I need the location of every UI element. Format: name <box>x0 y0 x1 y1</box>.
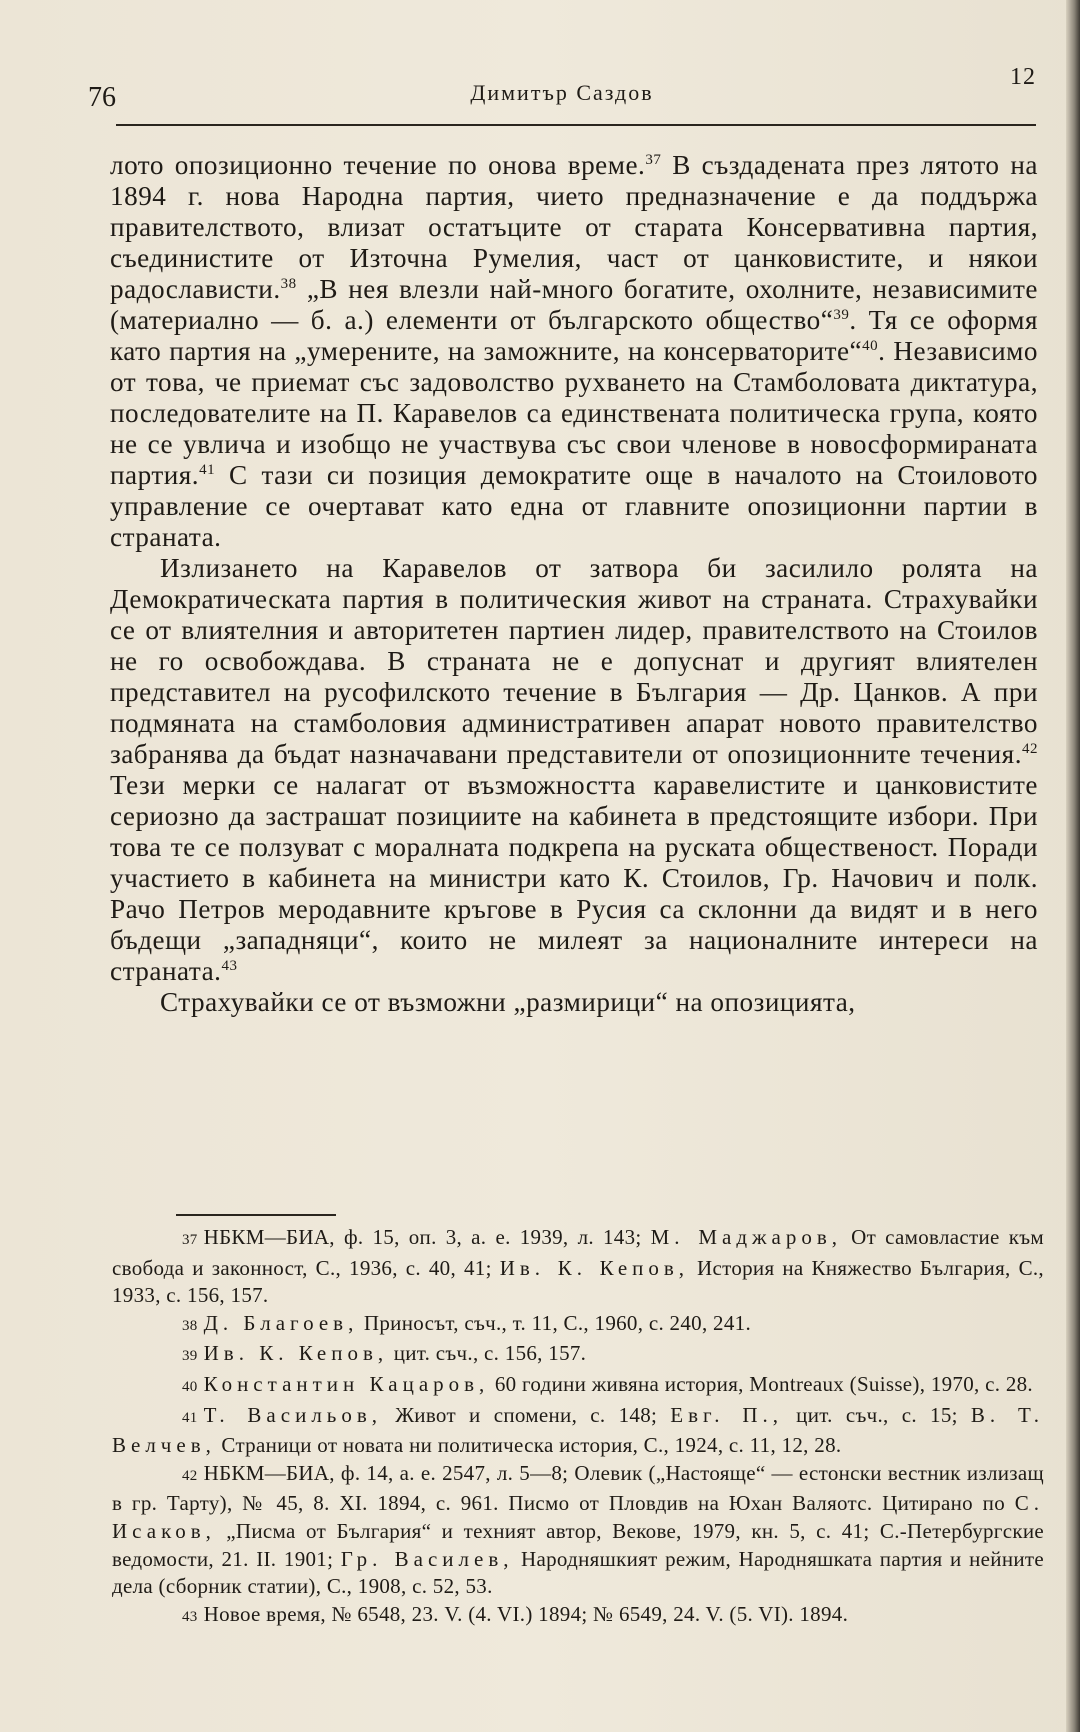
author-name: Константин Кацаров, <box>203 1371 490 1396</box>
author-name: С. Исаков, <box>112 1491 1044 1543</box>
paragraph-3: Страхувайки се от възможни „размирици“ на опозицията, <box>160 987 856 1017</box>
footnote-rule <box>176 1214 336 1216</box>
text-run: Живот и спомени, с. 148; <box>382 1402 671 1427</box>
text-run: цит. съч., с. 15; <box>783 1402 971 1427</box>
footnote-number: 38 <box>182 1317 198 1334</box>
footnote-37 <box>112 1224 1044 1310</box>
text-run: 60 години живяна история, Montreaux (Suisse), 1970, с. 28. <box>489 1371 1033 1396</box>
author-name: Евг. П., <box>670 1402 784 1427</box>
footnote-ref-42: 42 <box>1022 740 1038 757</box>
text-run: Страници от новата ни политическа история, С., 1924, с. 11, 12, 28. <box>215 1433 842 1458</box>
paragraph-1 <box>110 150 1038 553</box>
author-name: Гр. Василев, <box>340 1546 514 1571</box>
footnote-42 <box>112 1460 1044 1601</box>
footnote-40 <box>112 1371 1044 1402</box>
footnote-ref-37: 37 <box>645 151 662 168</box>
footnote-41 <box>112 1402 1044 1460</box>
running-head-author: Димитър Саздов <box>470 80 654 105</box>
text-run: Излизането на Каравелов от затвора би засилило ролята на Демократическата партия в политическия живот на страната. Страхувайки се от влиятелния и авторитетен партиен лидер, правителството на Стоилов не го освобождава. В страната не е допуснат и другият влиятелен представител на русофилското течение в България — Др. Цанков. А при подмяната на стамболовия административен апарат новото правителство забранява да бъдат назначавани представители от опозиционните течения. <box>110 553 1038 769</box>
text-run: Народняшкият режим, Народняшката партия и нейните дела (сборник статии), С., 1908, с. 52, 53. <box>112 1546 1044 1599</box>
text-run: Новое время, № 6548, 23. V. (4. VI.) 1894; № 6549, 24. V. (5. VI). 1894. <box>203 1601 849 1626</box>
corner-number: 12 <box>1010 64 1036 90</box>
footnote-ref-40: 40 <box>862 337 879 354</box>
header-rule <box>116 124 1036 126</box>
author-name: В. Т. Велчев, <box>112 1402 1044 1458</box>
text-run: . Тя се оформя като партия на „умерените, на заможните, на консерваторите“ <box>110 305 1038 366</box>
footnote-ref-43: 43 <box>221 957 238 974</box>
page-binding-edge <box>1066 0 1080 1732</box>
text-run: „Писма от България“ и техният автор, Векове, 1979, кн. 5, с. 41; С.-Петербургские ведомости, 21. II. 1901; <box>112 1518 1044 1571</box>
text-run: . Независимо от това, че приемат със задоволство рухването на Стамболовата диктатура, последователите на П. Каравелов са единствената политическа група, която не се увлича и изобщо не участвува със свои членове в новосформираната партия. <box>110 336 1038 490</box>
author-name: М. Маджаров, <box>650 1225 843 1249</box>
page-header <box>88 76 1036 120</box>
footnote-38 <box>112 1310 1044 1341</box>
text-run: От самовластие към свобода и законност, С., 1936, с. 40, 41; <box>112 1225 1044 1280</box>
author-name: Ив. К. Кепов, <box>203 1341 389 1366</box>
footnote-number: 42 <box>182 1467 198 1484</box>
text-run: В създадената през лятото на 1894 г. нова Народна партия, чието предназначение е да поддържа правителството, влизат остатъците от старата Консервативна партия, съединистите от Източна Румелия, част от цанковистите, и някои радослависти. <box>110 150 1038 304</box>
author-name: Т. Васильов, <box>203 1402 383 1427</box>
text-run: НБКМ—БИА, ф. 14, а. е. 2547, л. 5—8; Олевик („Настояще“ — естонски вестник излизащ в гр. Тарту), № 45, 8. XI. 1894, с. 961. Писмо от Пловдив на Юхан Валяотс. Цитирано по <box>112 1460 1044 1516</box>
text-run: цит. съч., с. 156, 157. <box>388 1341 587 1366</box>
text-run: Приносът, съч., т. 11, С., 1960, с. 240, 241. <box>358 1310 751 1335</box>
footnote-ref-41: 41 <box>199 461 216 478</box>
footnote-number: 43 <box>182 1608 198 1625</box>
text-run: Тези мерки се налагат от възможността каравелистите и цанковистите сериозно да застрашат позициите на кабинета в предстоящите избори. При това те се ползуват с моралната подкрепа на руската общественост. Поради участието в кабинета на министри като К. Стоилов, Гр. Начович и полк. Рачо Петров меродавните кръгове в Русия са склонни да видят и в него бъдещи „западняци“, които не милеят за националните интереси на страната. <box>110 770 1038 986</box>
footnote-number: 41 <box>182 1409 198 1426</box>
footnote-number: 37 <box>182 1232 198 1248</box>
author-name: Д. Благоев, <box>203 1310 359 1335</box>
body-text <box>110 150 1038 1018</box>
footnote-number: 39 <box>182 1348 198 1365</box>
footnotes <box>112 1224 1044 1631</box>
footnote-39 <box>112 1340 1044 1371</box>
paragraph-2 <box>110 553 1038 987</box>
footnote-ref-38: 38 <box>280 275 297 292</box>
text-run: лото опозиционно течение по онова време. <box>110 150 646 180</box>
text-run: С тази си позиция демократите още в началото на Стоиловото управление се очертават като една от главните опозиционни партии в страната. <box>110 460 1038 552</box>
footnote-ref-39: 39 <box>833 306 850 323</box>
footnote-number: 40 <box>182 1378 198 1395</box>
author-name: Ив. К. Кепов, <box>499 1255 690 1280</box>
text-run: НБКМ—БИА, ф. 15, оп. 3, а. е. 1939, л. 143; <box>203 1225 651 1249</box>
text-run: „В нея влезли най-много богатите, охолните, независимите (материално — б. а.) елементи от българското общество“ <box>110 274 1038 335</box>
footnote-43 <box>112 1601 1044 1632</box>
page-number: 76 <box>88 82 116 113</box>
text-run: История на Княжество България, С., 1933, с. 156, 157. <box>112 1255 1044 1308</box>
